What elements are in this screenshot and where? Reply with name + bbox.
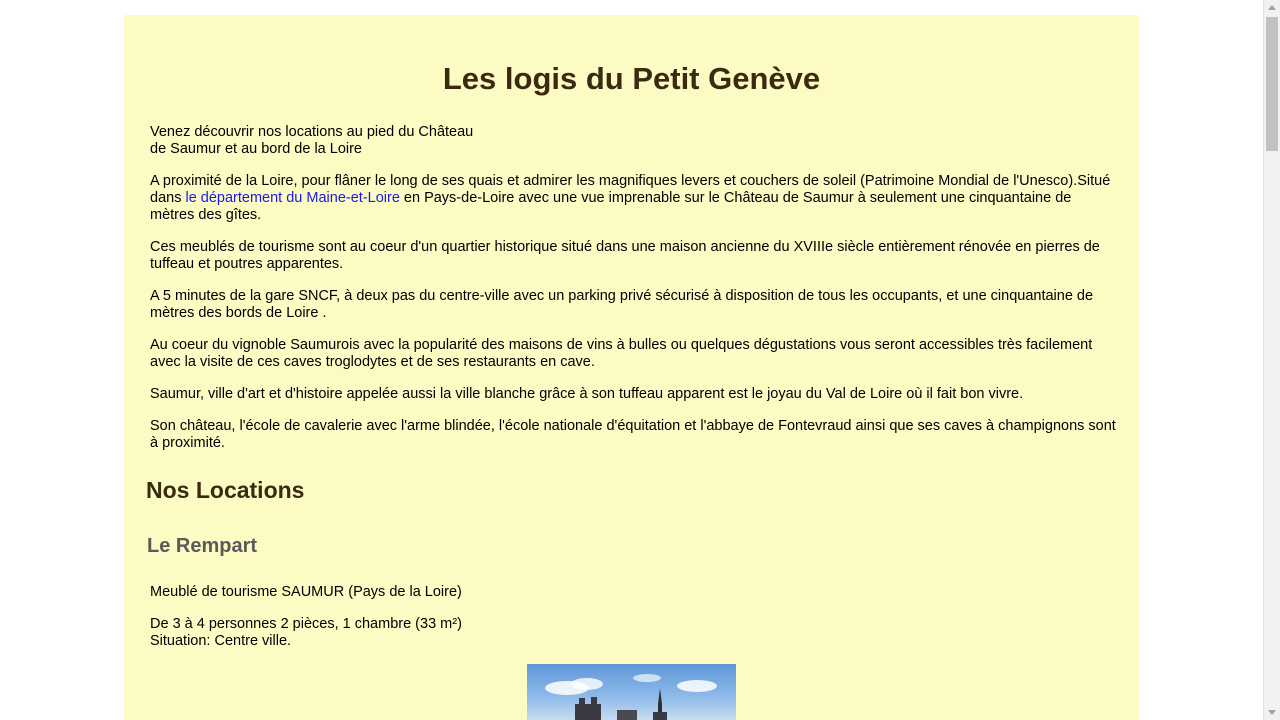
location-title: Le Rempart [147, 535, 258, 557]
paragraph-castle-text: Son château, l'école de cavalerie avec l'arme blindée, l'école nationale d'équitation et l'abbaye de Fontevraud ainsi que ses caves à champignons sont à proximité. [150, 418, 1116, 451]
locations-heading: Nos Locations [146, 477, 305, 503]
paragraph-location-after: en Pays-de-Loire avec une vue imprenable sur le Château de Saumur à seulement une cinquantaine de mètres des gîtes. [150, 190, 1072, 223]
paragraph-historic [150, 239, 1118, 273]
vertical-scrollbar[interactable] [1263, 0, 1280, 720]
intro-line-1: Venez découvrir nos locations au pied du Château [150, 124, 474, 140]
paragraph-castle [150, 418, 1118, 452]
intro-text [150, 124, 1118, 158]
page-content [124, 15, 1139, 720]
castle-photo-graphic [527, 664, 736, 720]
location-capacity: De 3 à 4 personnes 2 pièces, 1 chambre (33 m²) [150, 616, 462, 632]
scrollbar-thumb[interactable] [1266, 17, 1278, 151]
paragraph-location [150, 173, 1118, 224]
paragraph-location-before: A proximité de la Loire, pour flâner le long de ses quais et admirer les magnifiques levers et couchers de soleil (Patrimoine Mondial de l'Unesco).Situé dans [150, 173, 1111, 206]
location-type-text: Meublé de tourisme SAUMUR (Pays de la Loire) [150, 584, 462, 600]
intro-line-2: de Saumur et au bord de la Loire [150, 141, 362, 157]
paragraph-access-text: A 5 minutes de la gare SNCF, à deux pas du centre-ville avec un parking privé sécurisé à disposition de tous les occupants, et une cinquantaine de mètres des bords de Loire . [150, 288, 1094, 321]
paragraph-saumur-text: Saumur, ville d'art et d'histoire appelée aussi la ville blanche grâce à son tuffeau apparent est le joyau du Val de Loire où il fait bon vivre. [150, 386, 1024, 402]
paragraph-location-text [150, 173, 1118, 224]
location-type [150, 584, 1118, 601]
scroll-down-arrow-icon[interactable] [1268, 710, 1276, 715]
location-details [150, 616, 1118, 650]
paragraph-vineyard-text: Au coeur du vignoble Saumurois avec la popularité des maisons de vins à bulles ou quelques dégustations vous seront accessibles très facilement avec la visite de ces caves troglodytes et de ses restaurants en cave. [150, 337, 1093, 370]
paragraph-saumur [150, 386, 1118, 403]
paragraph-vineyard [150, 337, 1118, 371]
paragraph-historic-text: Ces meublés de tourisme sont au coeur d'un quartier historique situé dans une maison ancienne du XVIIIe siècle entièrement rénovée en pierres de tuffeau et poutres apparentes. [150, 239, 1100, 272]
location-situation: Situation: Centre ville. [150, 633, 292, 649]
paragraph-access [150, 288, 1118, 322]
scroll-up-arrow-icon[interactable] [1268, 5, 1276, 10]
location-photo [527, 664, 736, 720]
department-link[interactable]: le département du Maine-et-Loire [185, 190, 400, 206]
page-title: Les logis du Petit Genève [442, 61, 821, 96]
